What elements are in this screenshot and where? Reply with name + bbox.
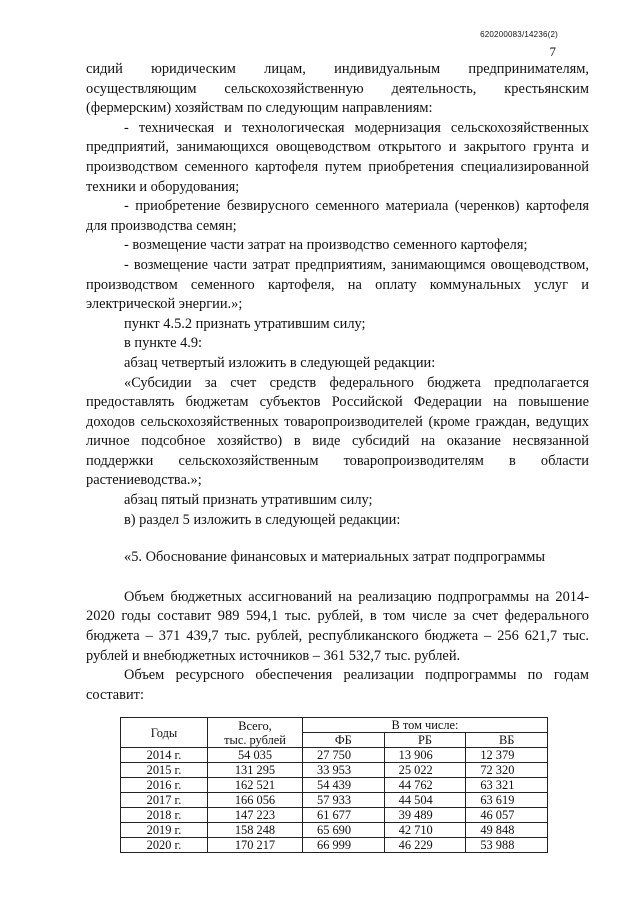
cell-rb: 44 504: [384, 793, 466, 808]
cell-total: 131 295: [208, 763, 303, 778]
funding-table: [120, 717, 548, 853]
paragraph-after-1: Объем ресурсного обеспечения реализации подпрограммы по годам составит:: [86, 667, 589, 703]
page-number: 7: [549, 44, 556, 59]
cell-vb: 49 848: [466, 823, 548, 838]
paragraph-0: сидий юридическим лицам, индивидуальным предпринимателям, осуществляющим сельскохозяйственную деятельность, крестьянским (фермерским) хозяйствам по следующим направлениям:: [86, 61, 589, 117]
document-id: 620200083/14236(2): [480, 30, 558, 39]
paragraph-8: «Субсидии за счет средств федерального бюджета предполагается предоставлять бюджетам субъектов Российской Федерации на повышение доходов сельскохозяйственных товаропроизводителей (кроме граждан, ведущих личное подсобное хозяйство) в виде субсидий на оказание несвязанной поддержки сельскохозяйственным товаропроизводителям в области растениеводства.»;: [86, 374, 589, 489]
header-rb: РБ: [384, 733, 466, 748]
cell-rb: 42 710: [384, 823, 466, 838]
cell-fb: 57 933: [303, 793, 385, 808]
cell-fb: 66 999: [303, 838, 385, 853]
funding-table-wrap: [120, 717, 548, 853]
cell-total: 162 521: [208, 778, 303, 793]
table-row: [121, 778, 548, 793]
table-row: [121, 838, 548, 853]
cell-fb: 65 690: [303, 823, 385, 838]
cell-year: 2014 г.: [121, 748, 208, 763]
header-including: В том числе:: [303, 718, 548, 733]
header-total: Всего, тыс. рублей: [208, 718, 303, 748]
cell-rb: 13 906: [384, 748, 466, 763]
cell-rb: 46 229: [384, 838, 466, 853]
cell-fb: 33 953: [303, 763, 385, 778]
cell-year: 2018 г.: [121, 808, 208, 823]
section-title: «5. Обоснование финансовых и материальных затрат подпрограммы: [124, 549, 546, 566]
header-vb: ВБ: [466, 733, 548, 748]
table-row: [121, 808, 548, 823]
cell-vb: 12 379: [466, 748, 548, 763]
paragraph-6: в пункте 4.9:: [124, 335, 203, 352]
paragraphs-after: [86, 588, 589, 706]
document-body: [86, 60, 589, 853]
cell-vb: 72 320: [466, 763, 548, 778]
cell-year: 2017 г.: [121, 793, 208, 808]
table-row: [121, 823, 548, 838]
cell-rb: 39 489: [384, 808, 466, 823]
cell-rb: 25 022: [384, 763, 466, 778]
paragraph-1: - техническая и технологическая модернизация сельскохозяйственных предприятий, занимающихся овощеводством открытого и закрытого грунта и производством семенного картофеля путем приобретения специализированной техники и оборудования;: [86, 119, 589, 195]
cell-vb: 46 057: [466, 808, 548, 823]
cell-total: 147 223: [208, 808, 303, 823]
header-fb: ФБ: [303, 733, 385, 748]
cell-total: 158 248: [208, 823, 303, 838]
paragraph-5: пункт 4.5.2 признать утратившим силу;: [124, 315, 366, 332]
cell-year: 2020 г.: [121, 838, 208, 853]
cell-rb: 44 762: [384, 778, 466, 793]
cell-fb: 54 439: [303, 778, 385, 793]
table-row: [121, 763, 548, 778]
paragraph-2: - приобретение безвирусного семенного материала (черенков) картофеля для производства семян;: [86, 198, 589, 234]
cell-fb: 27 750: [303, 748, 385, 763]
cell-total: 170 217: [208, 838, 303, 853]
cell-fb: 61 677: [303, 808, 385, 823]
cell-vb: 63 321: [466, 778, 548, 793]
table-body: [121, 748, 548, 853]
cell-year: 2016 г.: [121, 778, 208, 793]
cell-year: 2019 г.: [121, 823, 208, 838]
paragraph-4: - возмещение части затрат предприятиям, занимающимся овощеводством, производством семенного картофеля, на оплату коммунальных услуг и электрической энергии.»;: [86, 256, 589, 313]
paragraphs-before: [86, 60, 589, 530]
table-row: [121, 793, 548, 808]
paragraph-9: абзац пятый признать утратившим силу;: [124, 492, 373, 509]
paragraph-after-0: Объем бюджетных ассигнований на реализацию подпрограммы на 2014-2020 годы составит 989 594,1 тыс. рублей, в том числе за счет федерального бюджета – 371 439,7 тыс. рублей, республиканского бюджета – 256 621,7 тыс. рублей и внебюджетных источников – 361 532,7 тыс. рублей.: [86, 588, 589, 664]
paragraph-7: абзац четвертый изложить в следующей редакции:: [124, 354, 436, 371]
cell-total: 166 056: [208, 793, 303, 808]
cell-total: 54 035: [208, 748, 303, 763]
paragraph-3: - возмещение части затрат на производство семенного картофеля;: [124, 237, 528, 254]
cell-vb: 53 988: [466, 838, 548, 853]
header-years: Годы: [121, 718, 208, 748]
cell-vb: 63 619: [466, 793, 548, 808]
paragraph-10: в) раздел 5 изложить в следующей редакции:: [124, 511, 401, 528]
cell-year: 2015 г.: [121, 763, 208, 778]
table-row: [121, 748, 548, 763]
